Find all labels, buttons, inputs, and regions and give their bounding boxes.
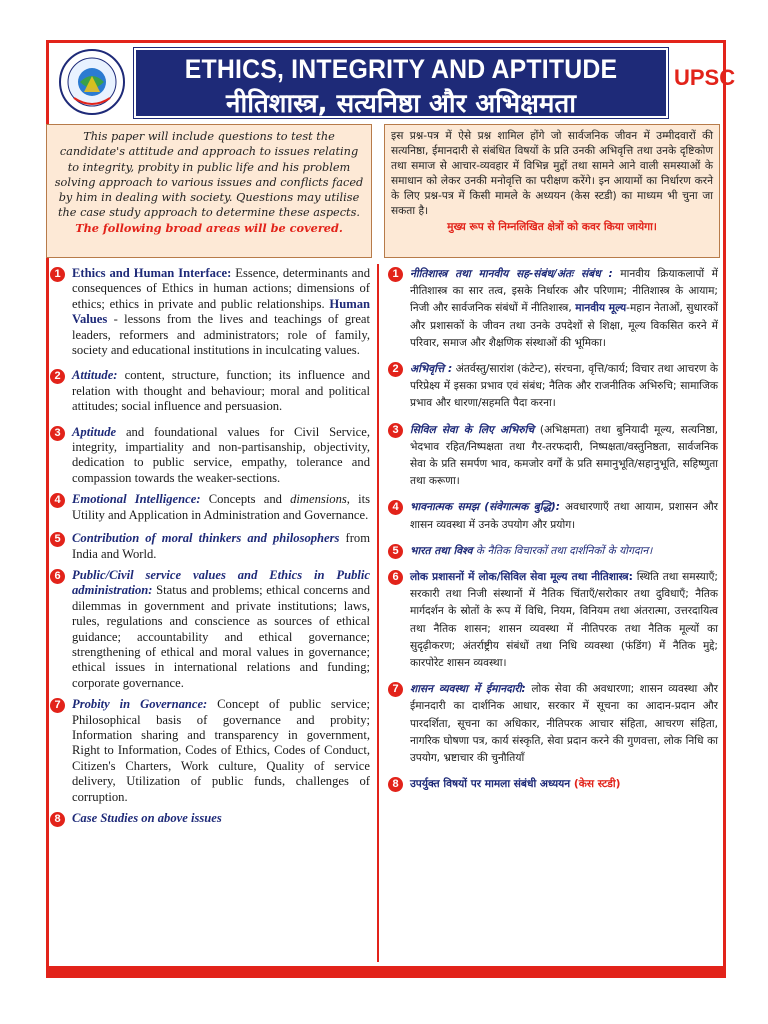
topic-item-en-6 <box>50 568 370 691</box>
topic-item-hi-7 <box>388 681 718 767</box>
title-english: ETHICS, INTEGRITY AND APTITUDE <box>184 54 618 84</box>
topic-number-badge: 8 <box>50 812 65 827</box>
topic-heading: Contribution of moral thinkers and philosophers <box>72 531 340 546</box>
topic-number-badge: 8 <box>388 777 403 792</box>
topic-heading: उपर्युक्त विषयों पर मामला संबंधी अध्ययन <box>410 778 571 791</box>
topic-item-en-4 <box>50 492 370 523</box>
topic-body: अंतर्वस्तु/सारांश (कंटेन्ट), संरचना, वृत्ति/कार्य; विचार तथा आचरण के परिप्रेक्ष्य में इसका प्रभाव एवं संबंध; नैतिक और राजनीतिक अभिरुचि; सामाजिक प्रभाव और धारणा/सहमति पैदा करना। <box>410 363 718 410</box>
topic-number-badge: 2 <box>50 369 65 384</box>
topic-heading: Aptitude <box>72 424 117 439</box>
topic-heading: भावनात्मक समझ (संवेगात्मक बुद्धि): <box>410 501 560 514</box>
topic-number-badge: 3 <box>388 423 403 438</box>
topic-number-badge: 6 <box>50 569 65 584</box>
topic-keyword: मानवीय मूल्य <box>575 302 627 315</box>
topic-heading: भारत तथा विश्व <box>410 544 473 557</box>
topic-body-cont: -महान नेताओं, सुधारकों और प्रशासकों के जीवन तथा उनके उपदेशों से शिक्षा, मूल्य विकसित करने में परिवार, समाज और शैक्षणिक संस्थाओं की भूमिका। <box>410 302 718 349</box>
topic-heading: लोक प्रशासनों में लोक/सिविल सेवा मूल्य तथा नीतिशास्त्र: <box>410 571 633 584</box>
topic-number-badge: 1 <box>388 267 403 282</box>
intro-english-note: The following broad areas will be covered. <box>75 220 343 235</box>
topic-item-hi-1 <box>388 266 718 352</box>
topic-body: (अभिक्षमता) तथा बुनियादी मूल्य, सत्यनिष्ठा, भेदभाव रहित/निष्पक्षता तथा गैर-तरफदारी, निष्पक्षता/वस्तुनिष्ठता, सार्वजनिक सेवा के प्रति समर्पण भाव, कमजोर वर्गों के प्रति समानुभूति/सहानुभूति, सहिष्णुता तथा करूणा। <box>410 423 719 488</box>
topic-item-hi-5 <box>388 543 718 560</box>
topic-body: and foundational values for Civil Service, integrity, impartiality and non-partisanship, objectivity, dedication to public service, empathy, tolerance and compassion towards the weaker-sections. <box>72 424 370 485</box>
topic-number-badge: 5 <box>388 544 403 559</box>
topic-heading: नीतिशास्त्र तथा मानवीय सह-संबंध/अंतः संबंध : <box>410 268 613 280</box>
topic-body: Status and problems; ethical concerns and dilemmas in government and private institutions; laws, rules, regulations and conscience as sources of ethical guidance; accountability and ethical governance; strengthening of ethical and moral values in governance; ethical issues in international relations and funding; corporate governance. <box>72 583 370 690</box>
topic-number-badge: 4 <box>50 493 65 508</box>
topic-body: (केस स्टडी) <box>570 778 621 791</box>
topic-body-cont: - lessons from the lives and teachings of great leaders, reformers and administrators; role of family, society and educational institutions in inculcating values. <box>72 312 370 358</box>
intro-hindi-text: इस प्रश्न-पत्र में ऐसे प्रश्न शामिल होंगे जो सार्वजनिक जीवन में उम्मीदवारों की सत्यनिष्ठा, ईमानदारी से संबंधित विषयों के प्रति उनकी अभिवृत्ति तथा उनके दृष्टिकोण तथा समाज से आचार-व्यवहार में विभिन्न मुद्दों तथा सामने आने वाली समस्याओं के समाधान को लेकर उनकी मनोवृत्ति का परीक्षण करेंगे। इन आयामों का निर्धारण करने के लिए प्रश्न-पत्र में किसी मामले के अध्ययन (केस स्टडी) का माध्यम भी चुना जा सकता है। <box>391 130 713 217</box>
topic-heading: Case Studies on above issues <box>72 811 222 825</box>
english-topics-column <box>50 266 370 835</box>
topic-item-en-3 <box>50 425 370 487</box>
topic-heading: Ethics and Human Interface: <box>72 266 232 280</box>
topic-number-badge: 6 <box>388 570 403 585</box>
title-hindi: नीतिशास्त्र, सत्यनिष्ठा और अभिक्षमता <box>226 89 576 119</box>
topic-heading: Probity in Governance: <box>72 697 208 712</box>
topic-body: लोक सेवा की अवधारणा; शासन व्यवस्था और ईमानदारी का दार्शनिक आधार, सरकार में सूचना का आदान-प्रदान और पारदर्शिता, सूचना का अधिकार, नीतिपरक आचार संहिता, आचरण संहिता, नागरिक घोषणा पत्र, कार्य संस्कृति, सेवा प्रदान करने की गुणवत्ता, लोक निधि का उपयोग, भ्रष्टाचार की चुनौतियाँ <box>410 683 718 765</box>
topic-heading: अभिवृत्ति : <box>410 363 453 376</box>
topic-number-badge: 3 <box>50 426 65 441</box>
frame-top-line <box>46 40 726 43</box>
topic-item-hi-3 <box>388 422 718 491</box>
intro-english-text: This paper will include questions to test the candidate's attitude and approach to issues relating to integrity, probity in public life and his problem solving approach to various issues and conflicts faced by him in dealing with society. Questions may utilise the case study approach to determine these aspects. <box>54 130 364 220</box>
topic-item-en-5 <box>50 531 370 562</box>
topic-item-en-2 <box>50 368 370 414</box>
topic-keyword: Human Values <box>72 296 370 327</box>
topic-heading: Emotional Intelligence: <box>72 492 201 507</box>
topic-heading: सिविल सेवा के लिए अभिरुचि <box>410 423 535 436</box>
topic-number-badge: 7 <box>388 682 403 697</box>
header <box>46 44 736 120</box>
topic-item-en-8 <box>50 811 370 826</box>
topic-item-en-1 <box>50 266 370 358</box>
footer-bar <box>46 966 726 978</box>
frame-right-line <box>723 40 726 978</box>
topic-body-cont: , its Utility and Application in Administration and Governance. <box>72 492 370 522</box>
topic-heading: Attitude: <box>72 368 118 383</box>
topic-number-badge: 2 <box>388 362 403 377</box>
intro-hindi-note: मुख्य रूप से निम्नलिखित क्षेत्रों को कवर किया जायेगा। <box>447 221 657 233</box>
topic-body: Essence, determinants and consequences of Ethics in human actions; dimensions of ethics; ethics in private and public relationships. <box>72 266 370 311</box>
topic-number-badge: 5 <box>50 532 65 547</box>
topic-heading: Public/Civil service values and Ethics in Public administration: <box>72 567 370 598</box>
topic-item-hi-6 <box>388 569 718 672</box>
topic-body: Concepts and <box>200 492 291 507</box>
topic-body: from India and World. <box>72 531 370 561</box>
column-divider <box>377 264 379 962</box>
topic-body: स्थिति तथा समस्याएँ; सरकारी तथा निजी संस्थानों में नैतिक चिंताएँ/सरोकार तथा दुविधाएँ; नैतिक मार्गदर्शन के स्रोतों के रूप में विधि, नियम, विनियम तथा अंतरात्मा, उत्तरदायित्व तथा नैतिक शासन; शासन व्यवस्था में नीतिपरक तथा नैतिक मूल्यों का सुदृढ़ीकरण; अंतर्राष्ट्रीय संबंधों तथा निधि व्यवस्था (फंडिंग) में नैतिक मुद्दे; कारपोरेट शासन व्यवस्था। <box>410 571 719 670</box>
topic-body: अवधारणाएँ तथा आयाम, प्रशासन और शासन व्यवस्था में उनके उपयोग और प्रयोग। <box>410 501 718 531</box>
topic-body: के नैतिक विचारकों तथा दार्शनिकों के योगदान। <box>472 544 653 557</box>
topic-item-hi-8 <box>388 776 718 793</box>
intro-hindi-box <box>384 124 720 258</box>
topic-number-badge: 4 <box>388 500 403 515</box>
topic-body: मानवीय क्रियाकलापों में नीतिशास्त्र का सार तत्व, इसके निर्धारक और परिणाम; नीतिशास्त्र के आयाम; निजी और सार्वजनिक संबंधों में नीतिशास्त्र, <box>410 268 719 315</box>
hindi-topics-column <box>388 266 718 802</box>
topic-number-badge: 7 <box>50 698 65 713</box>
topic-body: content, structure, function; its influence and relation with thought and behaviour; moral and political attitudes; social influence and persuasion. <box>72 368 370 414</box>
institute-logo <box>58 48 126 116</box>
topic-item-hi-4 <box>388 499 718 533</box>
exam-badge: UPSC <box>674 65 736 90</box>
topic-body: Concept of public service; Philosophical basis of governance and probity; Information sharing and transparency in government, Right to Information, Codes of Ethics, Codes of Conduct, Citizen's Charters, Work culture, Quality of service delivery, Utilization of public funds, challenges of corruption. <box>72 697 370 804</box>
intro-english-box <box>46 124 372 258</box>
topic-heading: शासन व्यवस्था में ईमानदारी: <box>410 683 526 696</box>
topic-number-badge: 1 <box>50 267 65 282</box>
title-band <box>134 48 668 118</box>
topic-item-hi-2 <box>388 361 718 413</box>
topic-item-en-7 <box>50 697 370 805</box>
topic-keyword: dimensions <box>290 492 347 507</box>
